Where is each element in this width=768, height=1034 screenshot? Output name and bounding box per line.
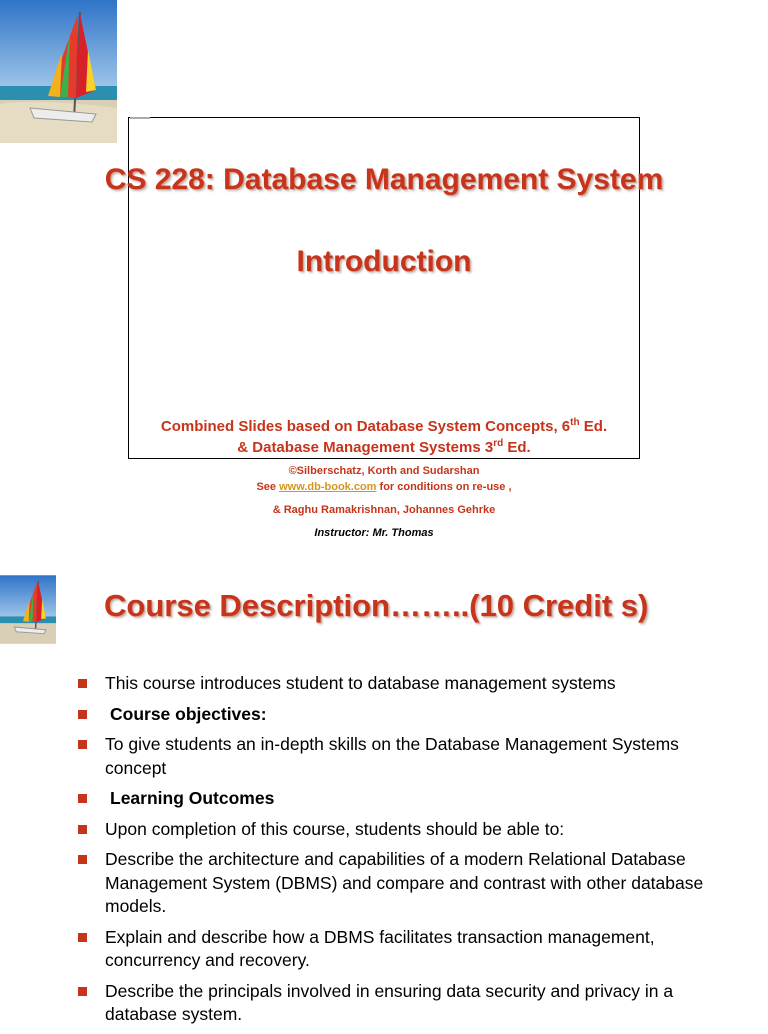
square-bullet-icon — [78, 794, 87, 803]
list-item: Describe the architecture and capabilities of a modern Relational Database Management System (DBMS) and compare and contrast with other database models. — [78, 848, 718, 919]
credit-line-1: Combined Slides based on Database System Concepts, 6th Ed. — [160, 417, 608, 435]
slide-title: CS 228: Database Management System — [104, 163, 664, 196]
bullet-list — [78, 672, 718, 1034]
square-bullet-icon — [78, 987, 87, 996]
list-item: This course introduces student to database management systems — [78, 672, 718, 696]
square-bullet-icon — [78, 740, 87, 749]
course-description-title: Course Description……..(10 Credit s) — [104, 588, 649, 623]
square-bullet-icon — [78, 710, 87, 719]
slide-subtitle: Introduction — [296, 245, 472, 278]
frame-mark — [130, 117, 150, 119]
list-item: Course objectives: — [78, 703, 718, 727]
authors-line: & Raghu Ramakrishnan, Johannes Gehrke — [272, 504, 496, 516]
list-item: Upon completion of this course, students should be able to: — [78, 818, 718, 842]
list-item: Explain and describe how a DBMS facilitates transaction management, concurrency and recovery. — [78, 926, 718, 973]
square-bullet-icon — [78, 825, 87, 834]
square-bullet-icon — [78, 679, 87, 688]
db-book-link[interactable]: www.db-book.com — [279, 481, 377, 493]
list-item: To give students an in-depth skills on the Database Management Systems concept — [78, 733, 718, 780]
square-bullet-icon — [78, 933, 87, 942]
copyright-line: ©Silberschatz, Korth and Sudarshan — [288, 465, 480, 477]
list-item: Learning Outcomes — [78, 787, 718, 811]
credit-line-2: & Database Management Systems 3rd Ed. — [237, 438, 531, 456]
sailboat-logo-icon — [0, 0, 117, 143]
instructor-line: Instructor: Mr. Thomas — [314, 527, 434, 539]
reuse-line: See www.db-book.com for conditions on re-use , — [256, 481, 512, 493]
square-bullet-icon — [78, 855, 87, 864]
sailboat-logo-icon — [0, 575, 56, 644]
list-item: Describe the principals involved in ensuring data security and privacy in a database system. — [78, 980, 718, 1027]
